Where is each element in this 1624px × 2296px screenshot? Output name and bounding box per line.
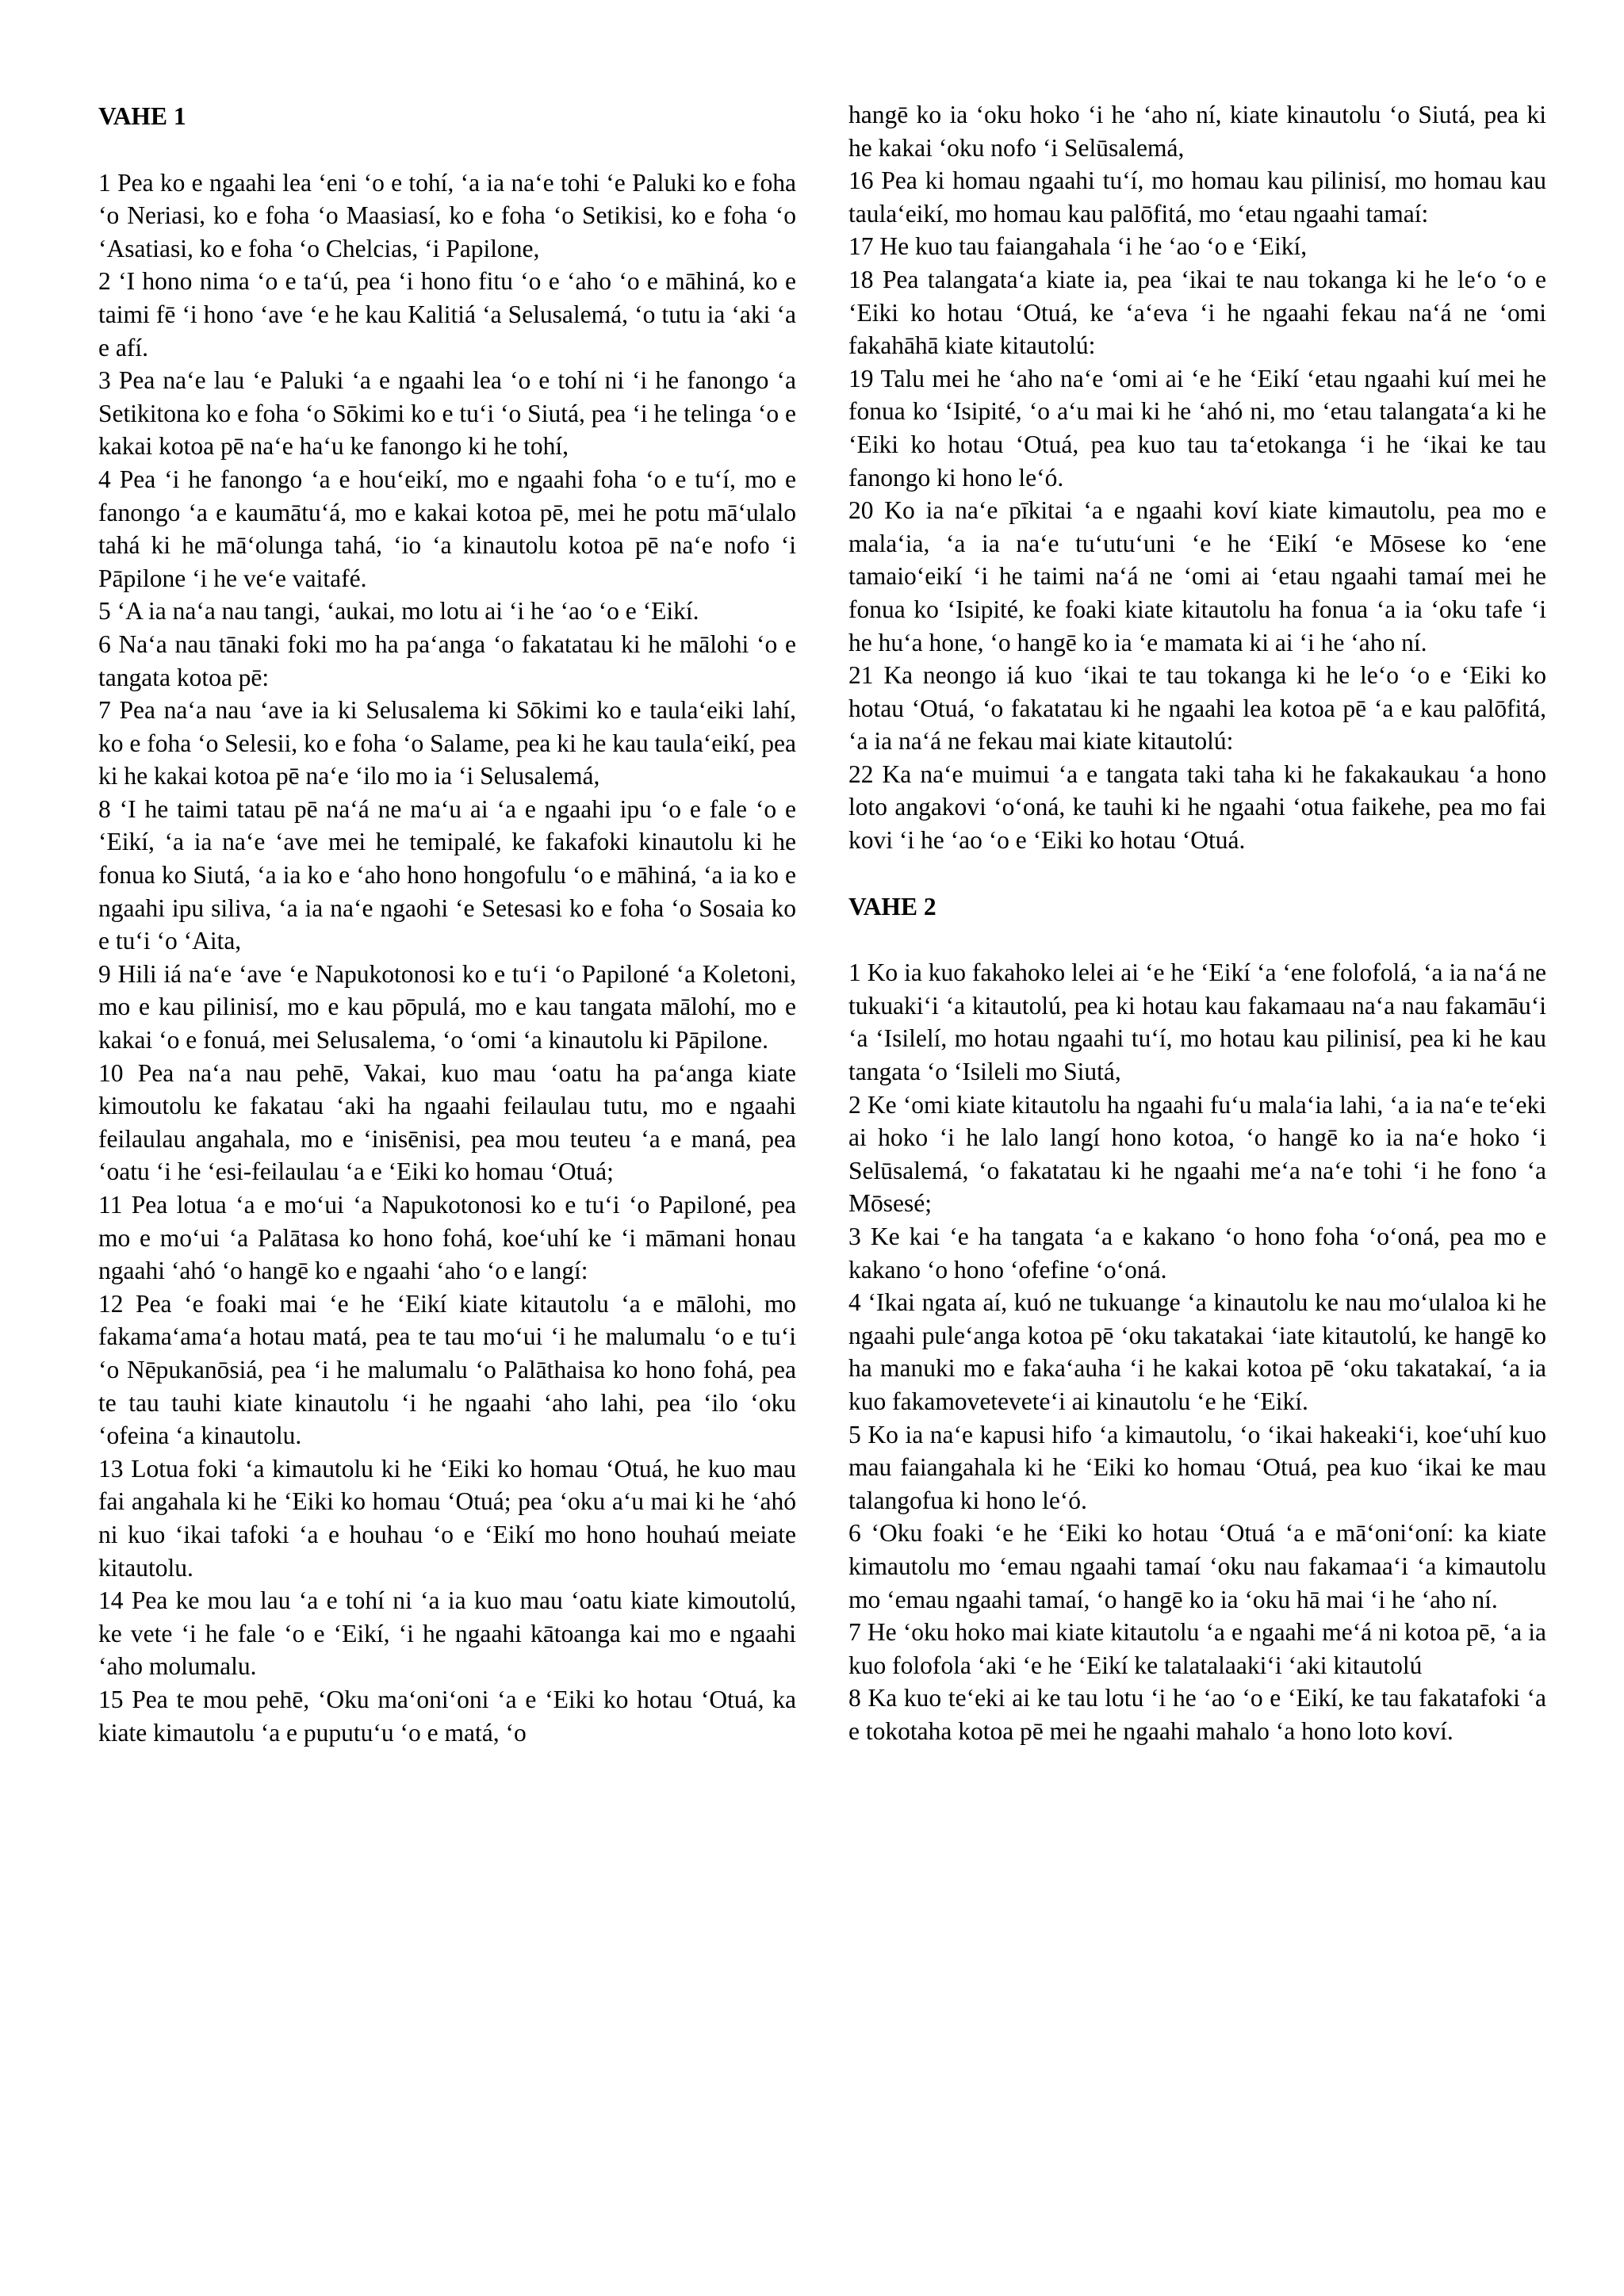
verse-paragraph: 4 ‘Ikai ngata aí, kuó ne tukuange ‘a kinautolu ke nau mo‘ulaloa ki he ngaahi pule‘anga kotoa pē ‘oku takatakai ‘iate kitautolú, ke hangē ko ha manuki mo e faka‘auha ‘i he kakai kotoa pē ‘oku takatakaí, ‘a ia kuo fakamovetevete‘i ai kinautolu ‘e he ‘Eikí. [848,1288,1546,1415]
verse-paragraph: 2 Ke ‘omi kiate kitautolu ha ngaahi fu‘u mala‘ia lahi, ‘a ia na‘e te‘eki ai hoko ‘i he lalo langí hono kotoa, ‘o hangē ko ia na‘e hoko ‘i Selūsalemá, ‘o fakatatau ki he ngaahi me‘a na‘e tohi ‘i he fono ‘a Mōsesé; [848,1090,1546,1218]
verse-paragraph: 6 ‘Oku foaki ‘e he ‘Eiki ko hotau ‘Otuá ‘a e mā‘oni‘oní: ka kiate kimautolu mo ‘emau ngaahi tamaí ‘oku nau fakamaa‘i ‘a kimautolu mo ‘emau ngaahi tamaí, ‘o hangē ko ia ‘oku hā mai ‘i he ‘aho ní. [848,1519,1546,1613]
verse-paragraph: 16 Pea ki homau ngaahi tu‘í, mo homau kau pilinisí, mo homau kau taula‘eikí, mo homau kau palōfitá, mo ‘etau ngaahi tamaí: [848,166,1546,228]
verse-paragraph: 3 Ke kai ‘e ha tangata ‘a e kakano ‘o hono foha ‘o‘oná, pea mo e kakano ‘o hono ‘ofefine ‘o‘oná. [848,1223,1546,1284]
verse-paragraph: 5 ‘A ia na‘a nau tangi, ‘aukai, mo lotu ai ‘i he ‘ao ‘o e ‘Eikí. [98,597,699,626]
verse-paragraph: 7 Pea na‘a nau ‘ave ia ki Selusalema ki Sōkimi ko e taula‘eiki lahí, ko e foha ‘o Selesii, ko e foha ‘o Salame, pea ki he kau taula‘eikí, pea ki he kakai kotoa pē na‘e ‘ilo mo ia ‘i Selusalemá, [98,696,796,790]
verse-paragraph: 21 Ka neongo iá kuo ‘ikai te tau tokanga ki he le‘o ‘o e ‘Eiki ko hotau ‘Otuá, ‘o fakatatau ki he ngaahi lea kotoa pē ‘a e kau palōfitá, ‘a ia na‘á ne fekau mai kiate kitautolú: [848,661,1546,756]
left-column [98,100,796,1749]
verse-paragraph: 6 Na‘a nau tānaki foki mo ha pa‘anga ‘o fakatatau ki he mālohi ‘o e tangata kotoa pē: [98,629,796,691]
verse-paragraph: 17 He kuo tau faiangahala ‘i he ‘ao ‘o e ‘Eikí, [848,232,1308,261]
chapter-heading-1: VAHE 1 [98,102,186,130]
verse-paragraph: 3 Pea na‘e lau ‘e Paluki ‘a e ngaahi lea ‘o e tohí ni ‘i he fanongo ‘a Setikitona ko e foha ‘o Sōkimi ko e tu‘i ‘o Siutá, pea ‘i he telinga ‘o e kakai kotoa pē na‘e ha‘u ke fanongo ki he tohí, [98,366,796,461]
verse-paragraph: hangē ko ia ‘oku hoko ‘i he ‘aho ní, kiate kinautolu ‘o Siutá, pea ki he kakai ‘oku nofo ‘i Selūsalemá, [848,101,1546,162]
verse-paragraph: 8 ‘I he taimi tatau pē na‘á ne ma‘u ai ‘a e ngaahi ipu ‘o e fale ‘o e ‘Eikí, ‘a ia na‘e ‘ave mei he temipalé, ke fakafoki kinautolu ki he fonua ko Siutá, ‘a ia ko e ‘aho hono hongofulu ‘o e māhiná, ‘a ia ko e ngaahi ipu siliva, ‘a ia na‘e ngaohi ‘e Setesasi ko e foha ‘o Sosaia ko e tu‘i ‘o ‘Aita, [98,794,796,955]
verse-paragraph: 13 Lotua foki ‘a kimautolu ki he ‘Eiki ko homau ‘Otuá, he kuo mau fai angahala ki he ‘Eiki ko homau ‘Otuá; pea ‘oku a‘u mai ki he ‘ahó ni kuo ‘ikai tafoki ‘a e houhau ‘o e ‘Eikí mo hono houhaú meiate kitautolu. [98,1454,796,1582]
verse-paragraph: 8 Ka kuo te‘eki ai ke tau lotu ‘i he ‘ao ‘o e ‘Eikí, ke tau fakatafoki ‘a e tokotaha kotoa pē mei he ngaahi mahalo ‘a hono loto koví. [848,1684,1546,1745]
verse-paragraph: 10 Pea na‘a nau pehē, Vakai, kuo mau ‘oatu ha pa‘anga kiate kimoutolu ke fakatau ‘aki ha ngaahi feilaulau tutu, mo e ngaahi feilaulau angahala, mo e ‘inisēnisi, pea mou teuteu ‘a e maná, pea ‘oatu ‘i he ‘esi-feilaulau ‘a e ‘Eiki ko homau ‘Otuá; [98,1058,796,1186]
verse-paragraph: 5 Ko ia na‘e kapusi hifo ‘a kimautolu, ‘o ‘ikai hakeaki‘i, koe‘uhí kuo mau faiangahala ki he ‘Eiki ko homau ‘Otuá, pea kuo ‘ikai ke mau talangofua ki hono le‘ó. [848,1420,1546,1514]
verse-paragraph: 14 Pea ke mou lau ‘a e tohí ni ‘a ia kuo mau ‘oatu kiate kimoutolú, ke vete ‘i he fale ‘o e ‘Eikí, ‘i he ngaahi kātoanga kai mo e ngaahi ‘aho molumalu. [98,1586,796,1681]
verse-paragraph: 22 Ka na‘e muimui ‘a e tangata taki taha ki he fakakaukau ‘a hono loto angakovi ‘o‘oná, ke tauhi ki he ngaahi ‘otua faikehe, pea mo fai kovi ‘i he ‘ao ‘o e ‘Eiki ko hotau ‘Otuá. [848,760,1546,855]
verse-paragraph: 7 He ‘oku hoko mai kiate kitautolu ‘a e ngaahi me‘á ni kotoa pē, ‘a ia kuo folofola ‘aki ‘e he ‘Eikí ke talatalaaki‘i ‘aki kitautolú [848,1618,1546,1679]
verse-paragraph: 4 Pea ‘i he fanongo ‘a e hou‘eikí, mo e ngaahi foha ‘o e tu‘í, mo e fanongo ‘a e kaumātu‘á, mo e kakai kotoa pē, mei he potu mā‘ulalo tahá ki he mā‘olunga tahá, ‘io ‘a kinautolu kotoa pē na‘e nofo ‘i Pāpilone ‘i he ve‘e vaitafé. [98,465,796,592]
verse-paragraph: 2 ‘I hono nima ‘o e ta‘ú, pea ‘i hono fitu ‘o e ‘aho ‘o e māhiná, ko e taimi fē ‘i hono ‘ave ‘e he kau Kalitiá ‘a Selusalemá, ‘o tutu ia ‘aki ‘a e afí. [98,267,796,362]
verse-paragraph: 1 Pea ko e ngaahi lea ‘eni ‘o e tohí, ‘a ia na‘e tohi ‘e Paluki ko e foha ‘o Neriasi, ko e foha ‘o Maasiasí, ko e foha ‘o Setikisi, ko e foha ‘o ‘Asatiasi, ko e foha ‘o Chelcias, ‘i Papilone, [98,168,796,262]
verse-paragraph: 20 Ko ia na‘e pīkitai ‘a e ngaahi koví kiate kimautolu, pea mo e mala‘ia, ‘a ia na‘e tu‘utu‘uni ‘e he ‘Eikí ‘e Mōsese ko ‘ene tamaio‘eikí ‘i he taimi na‘á ne ‘omi ai ‘etau ngaahi tamaí mei he fonua ko ‘Isipité, ke foaki kiate kitautolu ha fonua ‘a ia ‘oku tafe ‘i he hu‘a hone, ‘o hangē ko ia ‘e mamata ki ai ‘i he ‘aho ní. [848,496,1546,656]
verse-paragraph: 15 Pea te mou pehē, ‘Oku ma‘oni‘oni ‘a e ‘Eiki ko hotau ‘Otuá, ka kiate kimautolu ‘a e puputu‘u ‘o e matá, ‘o [98,1685,796,1747]
verse-paragraph: 18 Pea talangata‘a kiate ia, pea ‘ikai te nau tokanga ki he le‘o ‘o e ‘Eiki ko hotau ‘Otuá, ke ‘a‘eva ‘i he ngaahi fekau na‘á ne ‘omi fakahāhā kiate kitautolú: [848,265,1546,360]
verse-paragraph: 1 Ko ia kuo fakahoko lelei ai ‘e he ‘Eikí ‘a ‘ene folofolá, ‘a ia na‘á ne tukuaki‘i ‘a kitautolú, pea ki hotau kau fakamaau na‘a nau fakamāu‘i ‘a ‘Isilelí, mo hotau ngaahi tu‘í, mo hotau kau pilinisí, pea ki he kau tangata ‘o ‘Isileli mo Siutá, [848,959,1546,1086]
right-column [848,98,1546,1748]
verse-paragraph: 11 Pea lotua ‘a e mo‘ui ‘a Napukotonosi ko e tu‘i ‘o Papiloné, pea mo e mo‘ui ‘a Palātasa ko hono fohá, koe‘uhí ke ‘i māmani honau ngaahi ‘ahó ‘o hangē ko e ngaahi ‘aho ‘o e langí: [98,1191,796,1285]
chapter-heading-2: VAHE 2 [848,892,936,920]
verse-paragraph: 9 Hili iá na‘e ‘ave ‘e Napukotonosi ko e tu‘i ‘o Papiloné ‘a Koletoni, mo e kau pilinisí, mo e kau pōpulá, mo e kau tangata mālohí, mo e kakai ‘o e fonuá, mei Selusalema, ‘o ‘omi ‘a kinautolu ki Pāpilone. [98,959,796,1054]
verse-paragraph: 19 Talu mei he ‘aho na‘e ‘omi ai ‘e he ‘Eikí ‘etau ngaahi kuí mei he fonua ko ‘Isipité, ‘o a‘u mai ki he ‘ahó ni, mo ‘etau talangata‘a ki he ‘Eiki ko hotau ‘Otuá, pea kuo tau ta‘etokanga ‘i he ‘ikai ke tau fanongo ki hono le‘ó. [848,364,1546,492]
verse-paragraph: 12 Pea ‘e foaki mai ‘e he ‘Eikí kiate kitautolu ‘a e mālohi, mo fakama‘ama‘a hotau matá, pea te tau mo‘ui ‘i he malumalu ‘o e tu‘i ‘o Nēpukanōsiá, pea ‘i he malumalu ‘o Palāthaisa ko hono fohá, pea te tau tauhi kiate kinautolu ‘i he ngaahi ‘aho lahi, pea ‘ilo ‘oku ‘ofeina ‘a kinautolu. [98,1289,796,1450]
